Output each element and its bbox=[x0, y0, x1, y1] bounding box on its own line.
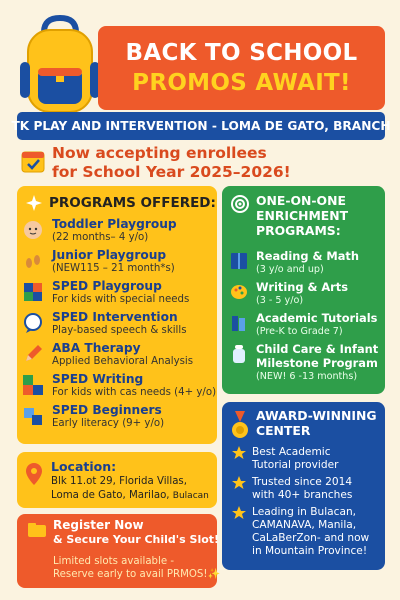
program-name: SPED Playgroup bbox=[52, 279, 162, 293]
programs-title: PROGRAMS OFFERED: bbox=[49, 195, 216, 211]
baby-face-icon bbox=[22, 219, 44, 241]
target-icon bbox=[231, 195, 249, 213]
star-icon bbox=[232, 506, 246, 520]
branch-bar: TK PLAY AND INTERVENTION - LOMA DE GATO, BRANCH bbox=[17, 112, 385, 140]
address-suffix: Bulacan bbox=[172, 491, 209, 501]
award-title-line1: AWARD-WINNING bbox=[256, 408, 377, 423]
location-card bbox=[17, 452, 217, 508]
program-desc: (22 months– 4 y/o) bbox=[52, 232, 149, 243]
location-address bbox=[51, 475, 215, 503]
register-card[interactable] bbox=[17, 514, 221, 588]
enrichment-title-line2: ENRICHMENT bbox=[256, 208, 349, 223]
book-icon bbox=[230, 251, 248, 271]
abc-blocks-icon bbox=[22, 374, 44, 396]
program-name: Junior Playgroup bbox=[52, 248, 167, 262]
headline-banner bbox=[98, 26, 385, 110]
enrichment-name bbox=[256, 342, 378, 370]
note-line2: Reserve early to avail PRMOS!✨ bbox=[53, 569, 221, 580]
address-line1: Blk 11.ot 29, Florida Villas, bbox=[51, 476, 187, 487]
headline-line1: BACK TO SCHOOL bbox=[125, 40, 358, 66]
medal-icon bbox=[231, 410, 249, 440]
baby-bottle-icon bbox=[230, 344, 248, 364]
headline-line2: PROMOS AWAIT! bbox=[132, 70, 351, 96]
enrichment-card bbox=[222, 186, 385, 394]
award-text bbox=[252, 476, 352, 502]
enrichment-desc: (NEW! 6 -13 months) bbox=[256, 371, 358, 382]
register-subtitle: & Secure Your Child's Slot! bbox=[53, 533, 220, 546]
books-icon bbox=[230, 313, 248, 333]
award-text bbox=[252, 506, 369, 558]
award-line: in Mountain Province! bbox=[252, 545, 368, 557]
enroll-line2: for School Year 2025–2026! bbox=[52, 163, 291, 181]
program-desc: (NEW115 – 21 month*s) bbox=[52, 263, 175, 274]
program-name: SPED Writing bbox=[52, 372, 144, 386]
programs-card bbox=[17, 186, 217, 444]
backpack-icon bbox=[14, 14, 106, 118]
location-title: Location: bbox=[51, 459, 117, 474]
award-title bbox=[256, 408, 377, 438]
enrichment-title-line3: PROGRAMS: bbox=[256, 223, 341, 238]
award-line: Best Academic bbox=[252, 446, 331, 458]
enrichment-desc: (Pre-K to Grade 7) bbox=[256, 326, 343, 337]
star-icon bbox=[232, 446, 246, 460]
program-desc: Play-based speech & skills bbox=[52, 325, 187, 336]
letter-blocks-icon bbox=[22, 405, 44, 427]
enrollment-notice bbox=[52, 144, 352, 182]
palette-icon bbox=[230, 282, 248, 302]
award-title-line2: CENTER bbox=[256, 423, 311, 438]
footprints-icon bbox=[22, 250, 44, 272]
program-name: SPED Intervention bbox=[52, 310, 178, 324]
folder-icon bbox=[27, 522, 47, 538]
award-line: with 40+ branches bbox=[252, 489, 353, 501]
enrichment-desc: (3 - 5 y/o) bbox=[256, 295, 304, 306]
award-card bbox=[222, 402, 385, 570]
program-name: Toddler Playgroup bbox=[52, 217, 177, 231]
address-line2: Loma de Gato, Marilao, bbox=[51, 490, 170, 501]
enrichment-title-line1: ONE-ON-ONE bbox=[256, 193, 346, 208]
pencil-icon bbox=[22, 343, 44, 365]
note-line1: Limited slots available - bbox=[53, 556, 175, 567]
program-desc: Applied Behavioral Analysis bbox=[52, 356, 194, 367]
speech-bubble-icon bbox=[22, 312, 44, 334]
program-name: ABA Therapy bbox=[52, 341, 141, 355]
program-desc: For kids with special needs bbox=[52, 294, 190, 305]
calendar-icon bbox=[20, 148, 46, 174]
program-desc: For kids with cas needs (4+ y/o) bbox=[52, 387, 217, 398]
blocks-icon bbox=[22, 281, 44, 303]
sparkle-icon bbox=[25, 194, 43, 212]
program-name: SPED Beginners bbox=[52, 403, 162, 417]
award-line: CaLaBerZon- and now bbox=[252, 532, 370, 544]
award-line: Tutorial provider bbox=[252, 459, 339, 471]
enrichment-name: Academic Tutorials bbox=[256, 311, 378, 325]
award-line: Leading in Bulacan, bbox=[252, 506, 357, 518]
award-line: CAMANAVA, Manila, bbox=[252, 519, 357, 531]
enrichment-name-line1: Child Care & Infant bbox=[256, 342, 379, 356]
star-icon bbox=[232, 476, 246, 490]
program-desc: Early literacy (9+ y/o) bbox=[52, 418, 165, 429]
enrichment-title bbox=[256, 193, 348, 238]
register-note bbox=[53, 555, 220, 581]
enrichment-desc: (3 y/o and up) bbox=[256, 264, 324, 275]
location-pin-icon bbox=[25, 462, 43, 486]
enrichment-name-line2: Milestone Program bbox=[256, 356, 378, 370]
award-line: Trusted since 2014 bbox=[252, 476, 353, 488]
register-title: Register Now bbox=[53, 518, 144, 532]
enroll-line1: Now accepting enrollees bbox=[52, 144, 267, 162]
award-text bbox=[252, 446, 338, 472]
enrichment-name: Writing & Arts bbox=[256, 280, 349, 294]
enrichment-name: Reading & Math bbox=[256, 249, 359, 263]
